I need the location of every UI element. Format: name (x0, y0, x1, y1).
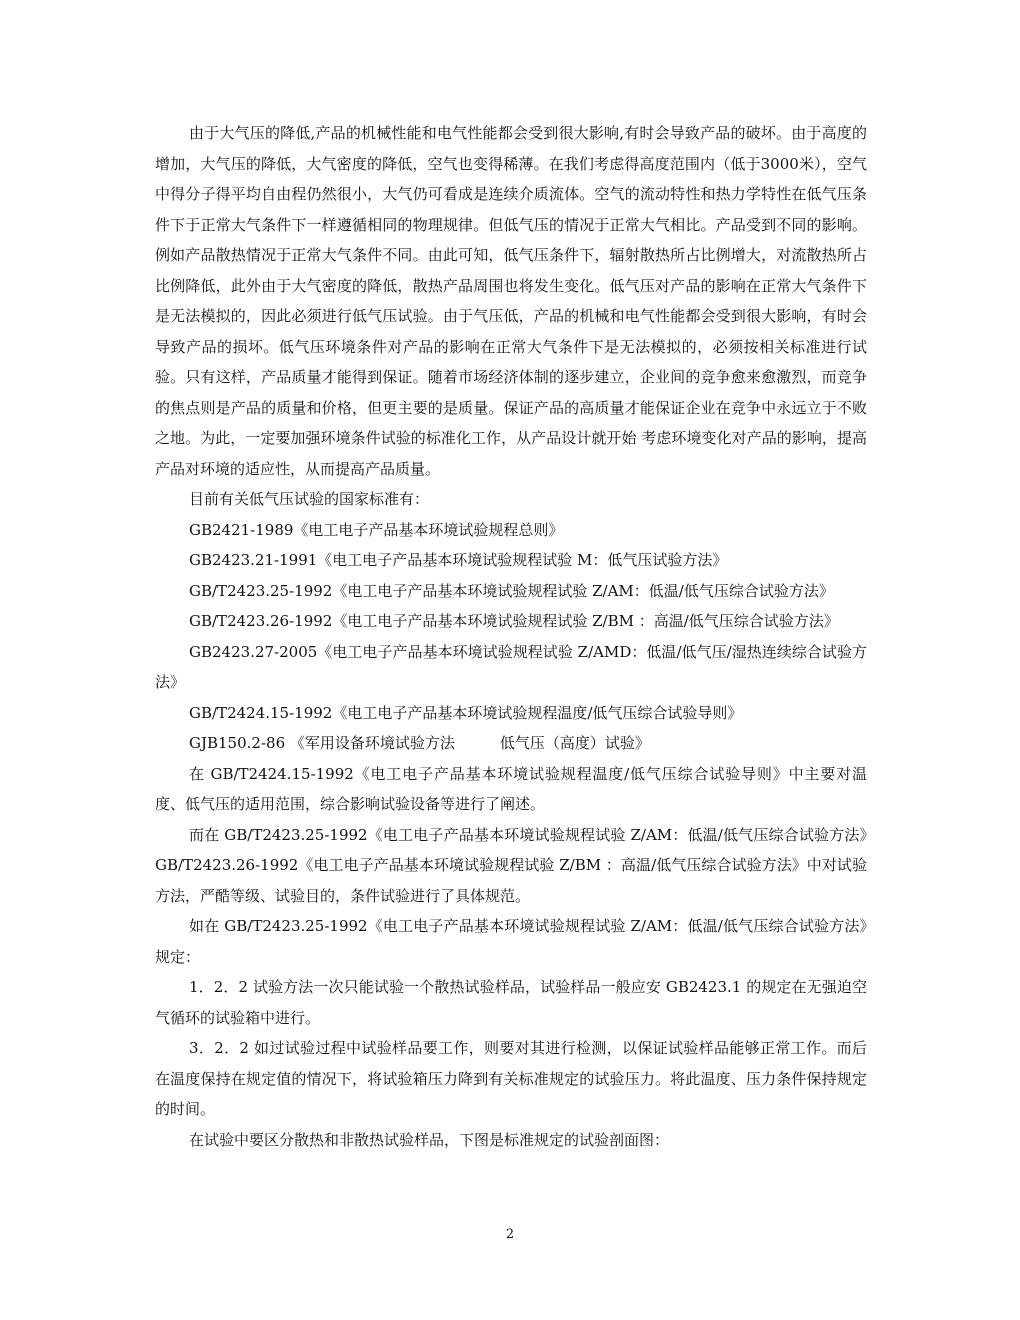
standard-gb2423-21: GB2423.21-1991《电工电子产品基本环境试验规程试验 M：低气压试验方法》 (189, 551, 728, 569)
paragraph-test-profile-intro: 在试验中要区分散热和非散热试验样品，下图是标准规定的试验剖面图： (189, 1130, 670, 1149)
document-body (155, 118, 867, 1155)
paragraph-low-pressure-effects: 由于大气压的降低,产品的机械性能和电气性能都会受到很大影响,有时会导致产品的破坏。由于高度的增加，大气压的降低，大气密度的降低，空气也变得稀薄。在我们考虑得高度范围内（低于3000米），空气中得分子得平均自由程仍然很小，大气仍可看成是连续介质流体。空气的流动特性和热力学特性在低气压条件下于正常大气条件下一样遵循相同的物理规律。但低气压的情况于正常大气相比。产品受到不同的影响。例如产品散热情况于正常大气条件不同。由此可知，低气压条件下，辐射散热所占比例增大，对流散热所占比例降低，此外由于大气密度的降低，散热产品周围也将发生变化。低气压对产品的影响在正常大气条件下是无法模拟的，因此必须进行低气压试验。由于气压低，产品的机械和电气性能都会受到很大影响，有时会导致产品的损坏。低气压环境条件对产品的影响在正常大气条件下是无法模拟的，必须按相关标准进行试验。只有这样，产品质量才能得到保证。随着市场经济体制的逐步建立，企业间的竞争愈来愈激烈，而竞争的焦点则是产品的质量和价格，但更主要的是质量。保证产品的高质量才能保证企业在竞争中永远立于不败之地。为此，一定要加强环境条件试验的标准化工作，从产品设计就开始 考虑环境变化对产品的影响，提高产品对环境的适应性，从而提高产品质量。 (155, 124, 867, 478)
clause-1-2-2: 1．2．2 试验方法一次只能试验一个散热试验样品，试验样品一般应安 GB2423.1 的规定在无强迫空气循环的试验箱中进行。 (155, 978, 867, 1027)
clause-3-2-2: 3．2．2 如过试验过程中试验样品要工作，则要对其进行检测，以保证试验样品能够正常工作。而后在温度保持在规定值的情况下，将试验箱压力降到有关标准规定的试验压力。将此温度、压力条件保持规定的时间。 (155, 1039, 867, 1118)
page-number: 2 (505, 1227, 515, 1242)
standard-gbt2423-25: GB/T2423.25-1992《电工电子产品基本环境试验规程试验 Z/AM：低温/低气压综合试验方法》 (189, 581, 834, 600)
standard-gjb150-2: GJB150.2-86 《军用设备环境试验方法 低气压（高度）试验》 (189, 734, 650, 752)
paragraph-gbt2424-15-scope: 在 GB/T2424.15-1992《电工电子产品基本环境试验规程温度/低气压综合试验导则》中主要对温度、低气压的适用范围，综合影响试验设备等进行了阐述。 (155, 764, 867, 813)
standard-gbt2424-15: GB/T2424.15-1992《电工电子产品基本环境试验规程温度/低气压综合试验导则》 (189, 703, 743, 722)
standard-gb2423-27: GB2423.27-2005《电工电子产品基本环境试验规程试验 Z/AMD：低温/低气压/湿热连续综合试验方法》 (155, 642, 867, 691)
paragraph-test-methods: 而在 GB/T2423.25-1992《电工电子产品基本环境试验规程试验 Z/AM：低温/低气压综合试验方法》GB/T2423.26-1992《电工电子产品基本环境试验规程试验 Z/BM ：高温/低气压综合试验方法》中对试验方法，严酷等级、试验目的，条件试验进行了具体规范。 (155, 825, 867, 905)
paragraph-regulation-intro: 如在 GB/T2423.25-1992《电工电子产品基本环境试验规程试验 Z/AM：低温/低气压综合试验方法》规定： (155, 917, 867, 966)
paragraph-standards-intro: 目前有关低气压试验的国家标准有： (189, 490, 430, 508)
standard-gb2421: GB2421-1989《电工电子产品基本环境试验规程总则》 (189, 520, 564, 539)
standard-gbt2423-26: GB/T2423.26-1992《电工电子产品基本环境试验规程试验 Z/BM ：高温/低气压综合试验方法》 (189, 612, 839, 630)
